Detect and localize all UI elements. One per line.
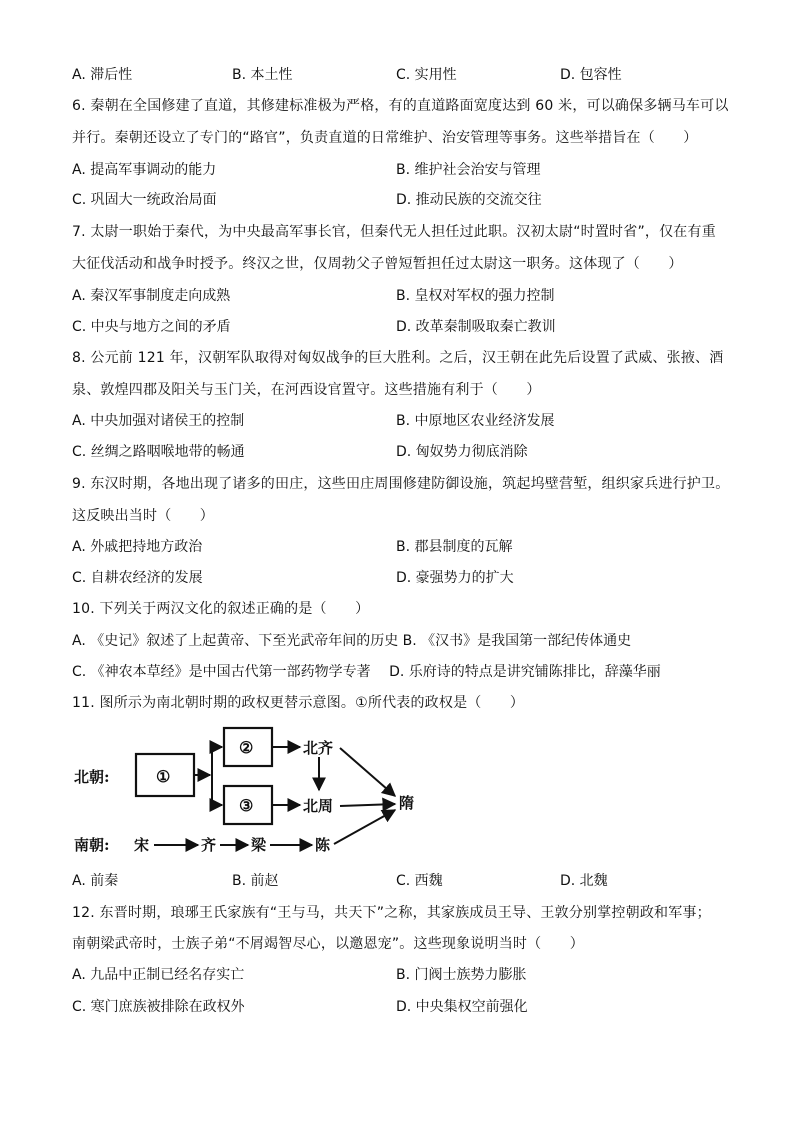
q6-stem-line-2: 并行。秦朝还设立了专门的“路官”，负责直道的日常维护、治安管理等事务。这些举措旨在（ ） <box>72 130 698 146</box>
q11-stem-line-1: 11. 图所示为南北朝时期的政权更替示意图。①所代表的政权是（ ） <box>72 695 525 711</box>
q11-option-b[interactable]: B. 前赵 <box>232 873 279 889</box>
q6-option-d[interactable]: D. 推动民族的交流交往 <box>396 192 542 208</box>
q9-option-b[interactable]: B. 郡县制度的瓦解 <box>396 539 513 555</box>
song-label: 宋 <box>134 836 150 854</box>
q9-stem-line-2: 这反映出当时（ ） <box>72 508 214 524</box>
q7-option-a[interactable]: A. 秦汉军事制度走向成熟 <box>72 288 231 304</box>
q5-option-a[interactable]: A. 滞后性 <box>72 67 133 83</box>
q8-option-d[interactable]: D. 匈奴势力彻底消除 <box>396 444 528 460</box>
qi-label: 齐 <box>201 836 217 854</box>
q11-option-d[interactable]: D. 北魏 <box>560 873 608 889</box>
q5-option-c[interactable]: C. 实用性 <box>396 67 457 83</box>
north-qi-label: 北齐 <box>303 739 334 757</box>
q12-stem-line-1: 12. 东晋时期，琅琊王氏家族有“王与马，共天下”之称，其家族成员王导、王敦分别掌控朝政和军事； <box>72 905 711 921</box>
arrow-chen-to-sui <box>334 810 395 844</box>
q6-stem-line-1: 6. 秦朝在全国修建了直道，其修建标准极为严格，有的直道路面宽度达到 60 米，可以确保多辆马车可以 <box>72 98 729 114</box>
box-1-label: ① <box>156 767 171 786</box>
q7-option-c[interactable]: C. 中央与地方之间的矛盾 <box>72 319 231 335</box>
q12-option-c[interactable]: C. 寒门庶族被排除在政权外 <box>72 999 245 1015</box>
q10-stem-line-1: 10. 下列关于两汉文化的叙述正确的是（ ） <box>72 601 370 617</box>
box-2-label: ② <box>239 738 254 757</box>
q9-option-d[interactable]: D. 豪强势力的扩大 <box>396 570 514 586</box>
q5-option-b[interactable]: B. 本土性 <box>232 67 293 83</box>
q11-option-a[interactable]: A. 前秦 <box>72 873 119 889</box>
q12-stem-line-2: 南朝梁武帝时，士族子弟“不屑竭智尽心，以邀恩宠”。这些现象说明当时（ ） <box>72 936 584 952</box>
north-dynasties-label: 北朝: <box>74 768 110 786</box>
sui-label: 隋 <box>399 794 415 812</box>
arrow-zhou-to-sui <box>340 804 395 806</box>
liang-label: 梁 <box>251 836 267 854</box>
q8-option-b[interactable]: B. 中原地区农业经济发展 <box>396 413 555 429</box>
q9-option-c[interactable]: C. 自耕农经济的发展 <box>72 570 203 586</box>
q12-option-a[interactable]: A. 九品中正制已经名存实亡 <box>72 967 245 983</box>
q7-stem-line-1: 7. 太尉一职始于秦代，为中央最高军事长官，但秦代无人担任过此职。汉初太尉“时置时省”，仅在有重 <box>72 224 716 240</box>
q11-option-c[interactable]: C. 西魏 <box>396 873 443 889</box>
arrow-qi-to-sui <box>340 748 395 796</box>
q7-stem-line-2: 大征伐活动和战争时授予。终汉之世，仅周勃父子曾短暂担任过太尉这一职务。这体现了（ ） <box>72 256 683 272</box>
q6-option-a[interactable]: A. 提高军事调动的能力 <box>72 162 217 178</box>
q6-option-c[interactable]: C. 巩固大一统政治局面 <box>72 192 217 208</box>
q6-option-b[interactable]: B. 维护社会治安与管理 <box>396 162 541 178</box>
q8-stem-line-1: 8. 公元前 121 年，汉朝军队取得对匈奴战争的巨大胜利。之后，汉王朝在此先后设置了武威、张掖、酒 <box>72 350 724 366</box>
q5-option-d[interactable]: D. 包容性 <box>560 67 622 83</box>
q12-option-d[interactable]: D. 中央集权空前强化 <box>396 999 528 1015</box>
north-zhou-label: 北周 <box>303 797 334 815</box>
q8-option-c[interactable]: C. 丝绸之路咽喉地带的畅通 <box>72 444 245 460</box>
q10-option-cd[interactable]: C. 《神农本草经》是中国古代第一部药物学专著 D. 乐府诗的特点是讲究铺陈排比，辞藻华丽 <box>72 664 661 680</box>
chen-label: 陈 <box>315 836 331 854</box>
q10-option-ab[interactable]: A. 《史记》叙述了上起黄帝、下至光武帝年间的历史 B. 《汉书》是我国第一部纪传体通史 <box>72 633 632 649</box>
q8-stem-line-2: 泉、敦煌四郡及阳关与玉门关，在河西设官置守。这些措施有利于（ ） <box>72 382 541 398</box>
q9-stem-line-1: 9. 东汉时期，各地出现了诸多的田庄，这些田庄周围修建防御设施，筑起坞壁营堑，组织家兵进行护卫。 <box>72 476 730 492</box>
q9-option-a[interactable]: A. 外戚把持地方政治 <box>72 539 203 555</box>
q7-option-d[interactable]: D. 改革秦制吸取秦亡教训 <box>396 319 556 335</box>
southern-northern-dynasties-diagram <box>72 720 432 870</box>
south-dynasties-label: 南朝: <box>74 836 110 854</box>
q12-option-b[interactable]: B. 门阀士族势力膨胀 <box>396 967 527 983</box>
box-3-label: ③ <box>239 796 254 815</box>
q7-option-b[interactable]: B. 皇权对军权的强力控制 <box>396 288 555 304</box>
q8-option-a[interactable]: A. 中央加强对诸侯王的控制 <box>72 413 245 429</box>
